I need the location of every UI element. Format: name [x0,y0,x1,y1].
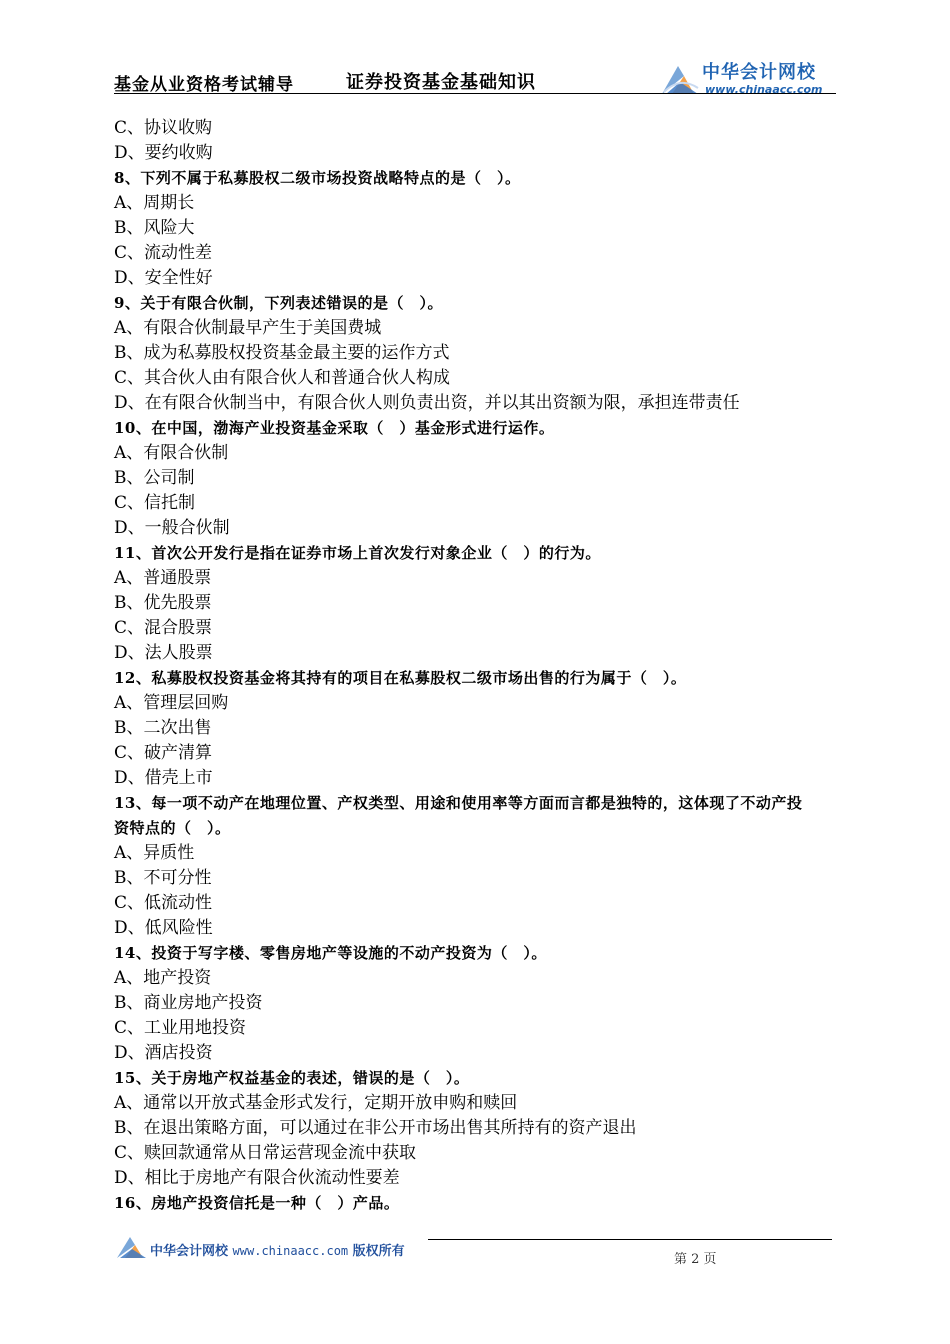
answer-option: A、有限合伙制最早产生于美国费城 [114,318,382,338]
answer-option: D、低风险性 [114,918,213,938]
question-stem: 10、在中国，渤海产业投资基金采取（ ）基金形式进行运作。 [114,419,555,437]
answer-option: A、有限合伙制 [114,443,229,463]
answer-option: A、普通股票 [114,568,212,588]
answer-option: B、风险大 [114,218,195,238]
chinaacc-logo-icon [660,62,700,96]
answer-option: D、安全性好 [114,268,213,288]
answer-option: D、在有限合伙制当中，有限合伙人则负责出资，并以其出资额为限，承担连带责任 [114,393,740,413]
question-stem: 13、每一项不动产在地理位置、产权类型、用途和使用率等方面而言都是独特的，这体现了不动产投 [114,794,803,812]
page-number: 第 2 页 [674,1252,717,1267]
answer-option: B、在退出策略方面，可以通过在非公开市场出售其所持有的资产退出 [114,1118,637,1138]
answer-option: A、异质性 [114,843,195,863]
answer-option: D、一般合伙制 [114,518,230,538]
logo-url: www.chinaacc.com [705,83,823,96]
footer-logo-icon [116,1234,148,1260]
answer-option: D、酒店投资 [114,1043,213,1063]
answer-option: B、不可分性 [114,868,212,888]
question-content [114,116,844,1216]
answer-option: C、协议收购 [114,118,213,138]
answer-option: D、相比于房地产有限合伙流动性要差 [114,1168,400,1188]
answer-option: C、混合股票 [114,618,213,638]
header-rule [114,93,836,94]
answer-option: A、地产投资 [114,968,212,988]
answer-option: C、低流动性 [114,893,213,913]
logo-brand-name: 中华会计网校 [702,62,816,83]
footer-brand: 中华会计网校 [150,1244,229,1259]
answer-option: D、要约收购 [114,143,213,163]
question-stem: 8、下列不属于私募股权二级市场投资战略特点的是（ ）。 [114,169,521,187]
answer-option: A、管理层回购 [114,693,229,713]
answer-option: B、二次出售 [114,718,212,738]
answer-option: A、通常以开放式基金形式发行，定期开放申购和赎回 [114,1093,518,1113]
question-stem: 14、投资于写字楼、零售房地产等设施的不动产投资为（ ）。 [114,944,547,962]
header-subject-title: 证券投资基金基础知识 [346,72,536,93]
answer-option: C、信托制 [114,493,196,513]
answer-option: B、优先股票 [114,593,212,613]
answer-option: B、成为私募股权投资基金最主要的运作方式 [114,343,450,363]
question-stem: 11、首次公开发行是指在证券市场上首次发行对象企业（ ）的行为。 [114,544,601,562]
answer-option: B、公司制 [114,468,195,488]
footer-url[interactable]: www.chinaacc.com [232,1244,349,1258]
question-stem: 资特点的（ ）。 [114,819,231,837]
header-logo [660,58,836,98]
footer-copyright [150,1240,405,1259]
page-footer [116,1234,836,1266]
answer-option: C、赎回款通常从日常运营现金流中获取 [114,1143,417,1163]
answer-option: C、其合伙人由有限合伙人和普通合伙人构成 [114,368,451,388]
answer-option: C、破产清算 [114,743,213,763]
answer-option: D、借壳上市 [114,768,213,788]
footer-rights: 版权所有 [352,1244,405,1259]
page-header [114,58,836,94]
answer-option: C、流动性差 [114,243,213,263]
question-stem: 9、关于有限合伙制，下列表述错误的是（ ）。 [114,294,443,312]
question-stem: 12、私募股权投资基金将其持有的项目在私募股权二级市场出售的行为属于（ ）。 [114,669,687,687]
question-stem: 16、房地产投资信托是一种（ ）产品。 [114,1194,400,1212]
question-stem: 15、关于房地产权益基金的表述，错误的是（ ）。 [114,1069,470,1087]
answer-option: C、工业用地投资 [114,1018,247,1038]
answer-option: B、商业房地产投资 [114,993,263,1013]
answer-option: D、法人股票 [114,643,213,663]
footer-rule [428,1239,832,1240]
answer-option: A、周期长 [114,193,195,213]
header-course-title: 基金从业资格考试辅导 [114,75,294,95]
